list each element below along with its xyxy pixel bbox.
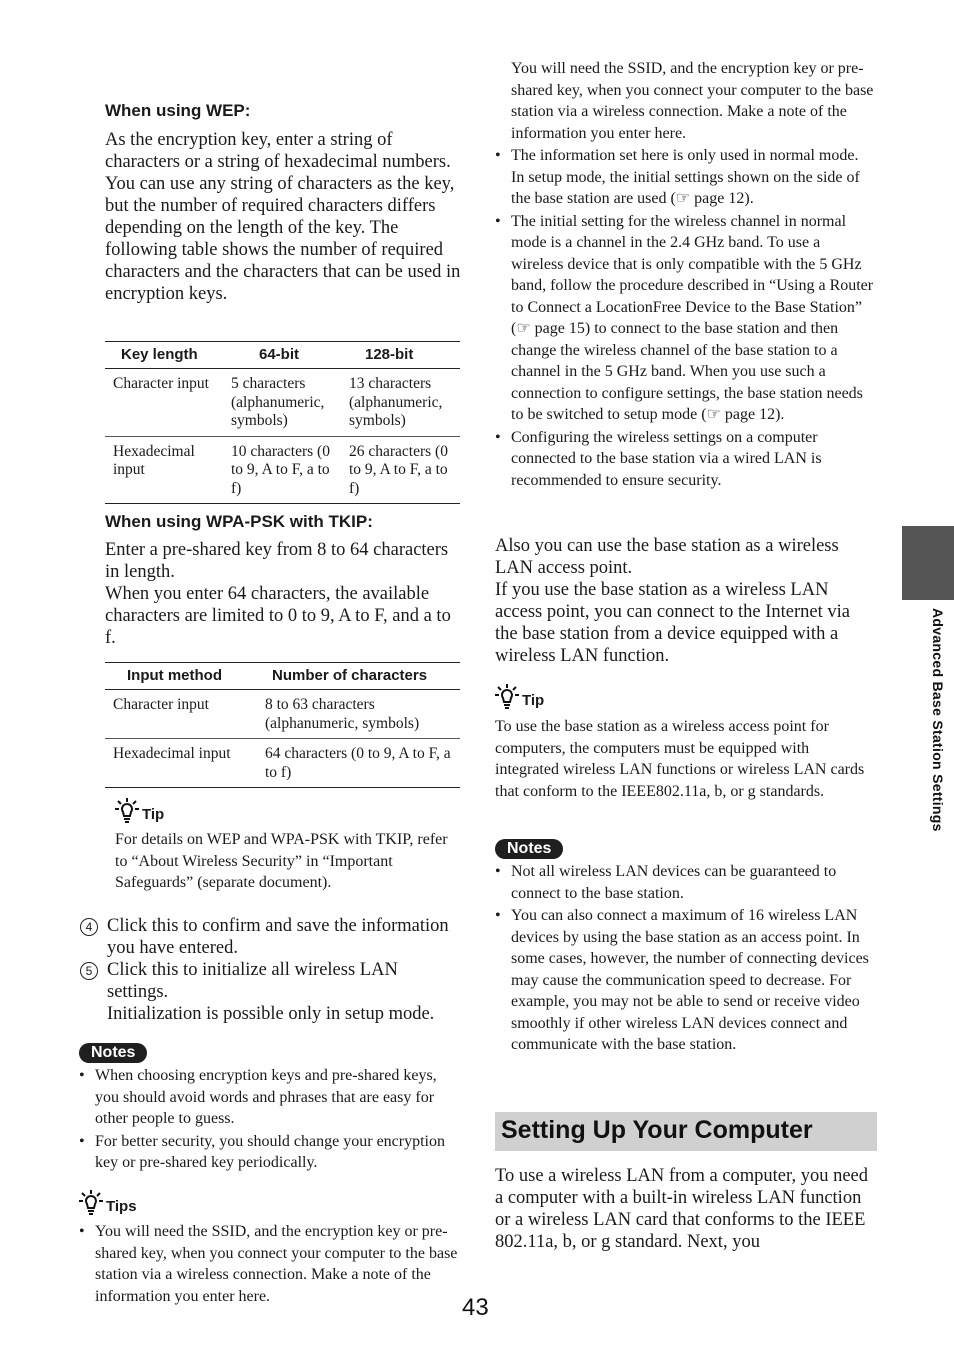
tips-heading — [79, 1189, 137, 1215]
table-row — [105, 436, 460, 504]
step-text: Click this to initialize all wireless LAN settings. — [107, 960, 398, 1002]
column-header: Number of characters — [257, 663, 460, 690]
step-number: 5 — [80, 962, 98, 980]
tips-continuation-viewport — [511, 60, 876, 144]
table-header-row — [105, 342, 460, 369]
side-tab-marker — [902, 526, 954, 600]
table-cell: Hexadecimal input — [113, 745, 231, 762]
access-point-body — [495, 535, 877, 667]
access-point-tip-text: To use the base station as a wireless access point for computers, the computers must be equipped with integrated wireless LAN functions or wireless LAN cards that conform to the IEEE802.11a, b, or g standards. — [495, 718, 865, 800]
wep-para-2: You can use any string of characters as the key, but the number of required characters differs depending on the length of the key. The following table shows the number of required characters and the characters that can be used in encryption keys. — [105, 174, 461, 304]
access-point-tip-heading — [495, 683, 544, 709]
wpa-tip-heading — [115, 797, 164, 823]
tips-list-part2 — [495, 145, 875, 492]
wpa-heading: When using WPA-PSK with TKIP: — [105, 512, 373, 531]
list-item: • You will need the SSID, and the encryption key or pre-shared key, when you connect your computer to the base station via a wireless connection. Make a note of the information you enter here. — [79, 1221, 460, 1264]
wep-para-1: As the encryption key, enter a string of characters or a string of hexadecimal numbers. — [105, 130, 451, 172]
notes-badge: Notes — [495, 839, 563, 859]
table-row — [105, 739, 460, 788]
step-5 — [80, 959, 460, 1025]
side-tab-label: Advanced Base Station Settings — [930, 608, 946, 832]
tips-list-part1 — [79, 1221, 460, 1305]
tips-continuation-text: You will need the SSID, and the encryption key or pre-shared key, when you connect your computer to the base station via a wireless connection. Make a note of the information you enter here. — [511, 60, 874, 142]
tip-label: Tip — [142, 806, 165, 823]
access-point-para-1: Also you can use the base station as a wireless LAN access point. — [495, 536, 839, 578]
table-row — [105, 690, 460, 739]
wep-heading: When using WEP: — [105, 101, 251, 120]
wpa-para-1: Enter a pre-shared key from 8 to 64 characters in length. — [105, 540, 449, 582]
column-header: 128-bit — [341, 342, 460, 369]
notes-list — [79, 1065, 459, 1175]
section-title: Setting Up Your Computer — [501, 1116, 813, 1144]
step-text-secondary: Initialization is possible only in setup mode. — [107, 1004, 435, 1024]
notes-list — [495, 861, 877, 1057]
table-cell: Character input — [105, 369, 223, 437]
wep-body — [105, 129, 461, 305]
list-item: • The information set here is only used in normal mode. In setup mode, the initial settings shown on the side of the base station are used (☞ page 12). — [495, 145, 875, 210]
section-intro: To use a wireless LAN from a computer, you need a computer with a built-in wireless LAN function or a wireless LAN card that conforms to the IEEE 802.11a, b, or g standard. Next, you — [495, 1166, 868, 1252]
list-item: • Configuring the wireless settings on a computer connected to the base station via a wired LAN is recommended to ensure security. — [495, 427, 875, 492]
page-number: 43 — [462, 1294, 489, 1321]
wpa-tip-text: For details on WEP and WPA-PSK with TKIP, refer to “About Wireless Security” in “Important Safeguards” (separate document). — [115, 831, 448, 891]
list-item: • The initial setting for the wireless channel in normal mode is a channel in the 2.4 GHz band. To use a wireless device that is only compatible with the 5 GHz band, follow the procedure described in “Using a Router to Connect a LocationFree Device to the Base Station” (☞ page 15) to connect to the base station and then change the wireless channel of the base station to a channel in the 5 GHz band. When you use such a connection to configure settings, the base station needs to be switched to setup mode (☞ page 12). — [495, 211, 875, 426]
table-row — [105, 369, 460, 437]
wpa-body — [105, 539, 461, 649]
tip-label: Tip — [522, 692, 545, 709]
table-cell: 26 characters (0 to 9, A to F, a to f) — [349, 442, 448, 497]
list-item: • For better security, you should change your encryption key or pre-shared key periodically. — [79, 1131, 459, 1174]
tips-label: Tips — [106, 1198, 137, 1215]
wpa-key-table — [105, 662, 460, 788]
table-cell: 64 characters (0 to 9, A to F, a to f) — [265, 745, 451, 781]
tip-icon — [79, 1189, 103, 1215]
step-4 — [80, 915, 460, 959]
table-cell: 8 to 63 characters (alphanumeric, symbols) — [257, 690, 460, 739]
step-text: Click this to confirm and save the information you have entered. — [107, 916, 449, 958]
table-cell: Character input — [105, 690, 257, 739]
section-header — [495, 1112, 877, 1151]
tip-icon — [495, 683, 519, 709]
column-header: 64-bit — [223, 342, 341, 369]
table-header-row — [105, 663, 460, 690]
wep-key-table — [105, 341, 460, 504]
step-number: 4 — [80, 918, 98, 936]
list-item: • You can also connect a maximum of 16 wireless LAN devices by using the base station as an access point. In some cases, however, the number of connecting devices may cause the communication speed to decrease. For example, you may not be able to send or receive video smoothly if other wireless LAN devices connect and communicate with the base station. — [495, 905, 877, 1056]
access-point-para-2: If you use the base station as a wireless LAN access point, you can connect to the Internet via the base station from a device equipped with a wireless LAN function. — [495, 580, 850, 666]
table-cell: 13 characters (alphanumeric, symbols) — [341, 369, 460, 437]
table-cell: 10 characters (0 to 9, A to F, a to f) — [231, 442, 330, 497]
column-header: Input method — [105, 663, 257, 690]
notes-badge: Notes — [79, 1043, 147, 1063]
list-item: • Not all wireless LAN devices can be guaranteed to connect to the base station. — [495, 861, 877, 904]
column-header: Key length — [105, 342, 223, 369]
wpa-para-2: When you enter 64 characters, the available characters are limited to 0 to 9, A to F, and a to f. — [105, 584, 451, 648]
list-item: • When choosing encryption keys and pre-shared keys, you should avoid words and phrases that are easy for other people to guess. — [79, 1065, 459, 1130]
tip-icon — [115, 797, 139, 823]
table-cell: Hexadecimal input — [113, 442, 195, 478]
table-cell: 5 characters (alphanumeric, symbols) — [223, 369, 341, 437]
